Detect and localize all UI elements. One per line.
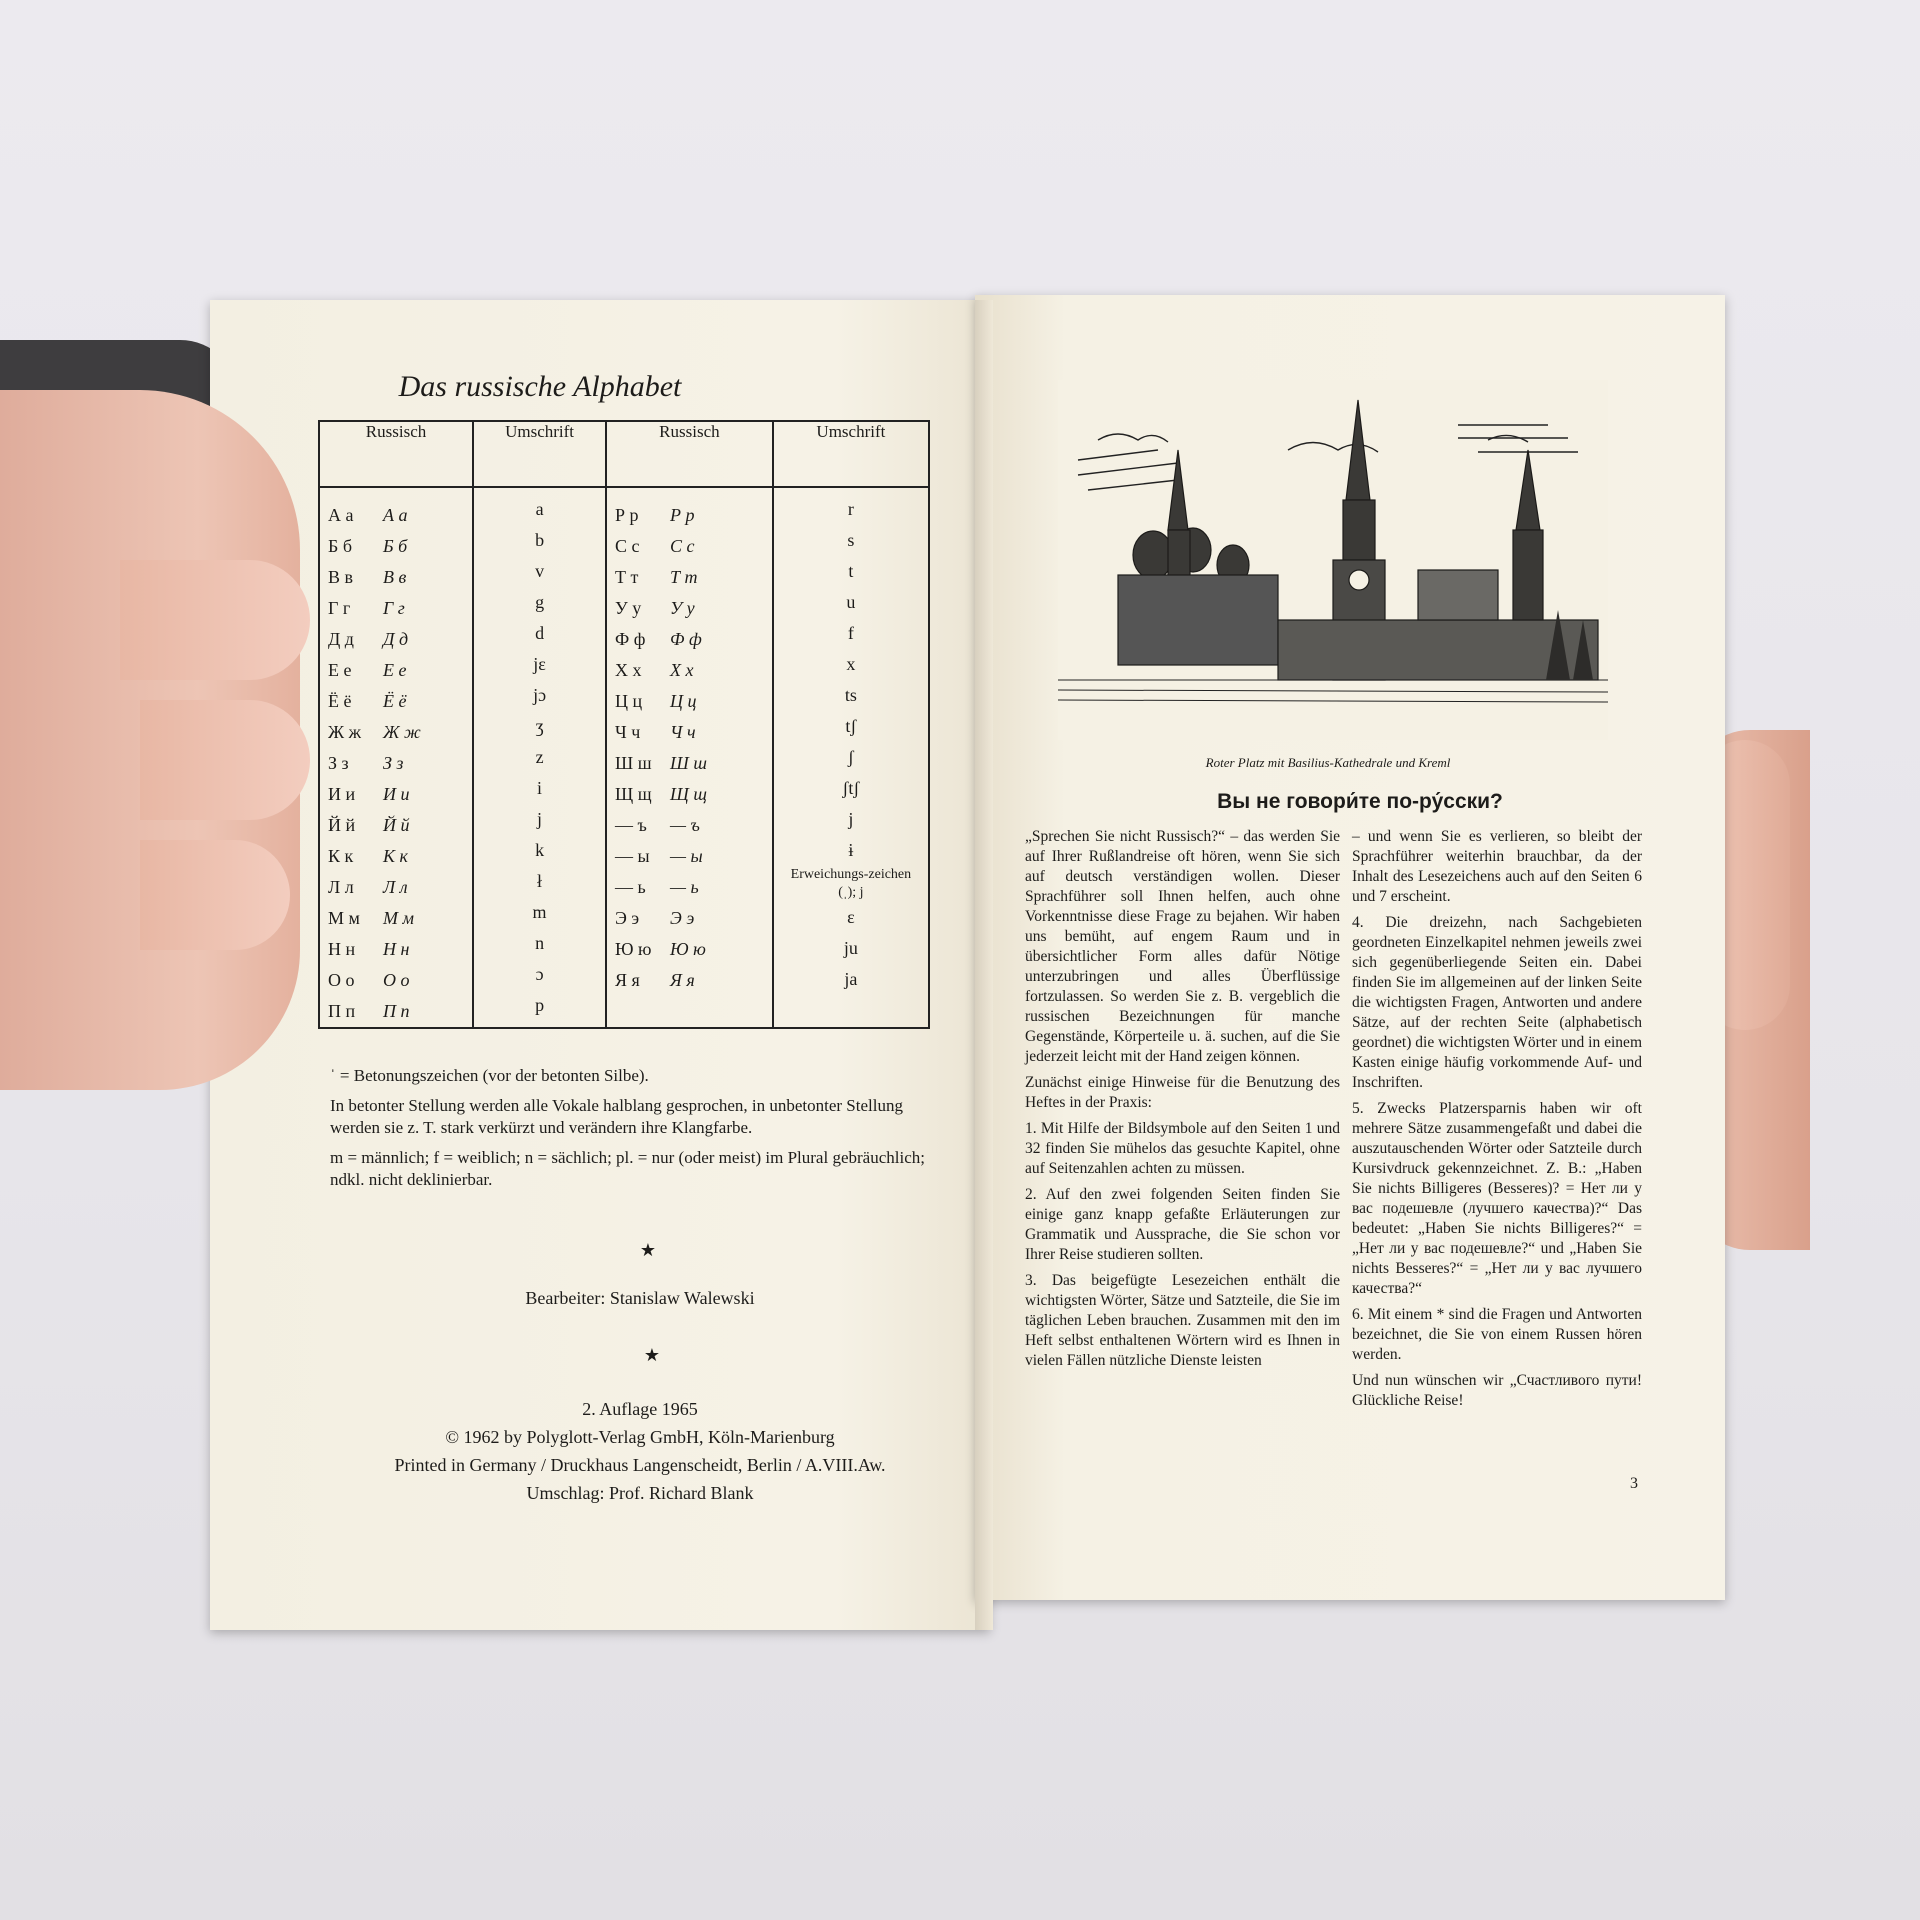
letter-upright: И и bbox=[328, 784, 356, 804]
letter-italic: В в bbox=[383, 567, 407, 587]
letter-upright: В в bbox=[328, 567, 354, 587]
transliteration: s bbox=[847, 530, 855, 550]
letter-upright: Ф ф bbox=[615, 629, 646, 649]
right-translit-column bbox=[773, 487, 929, 1028]
alphabet-letter bbox=[615, 903, 764, 934]
letter-upright: Щ щ bbox=[615, 784, 652, 804]
letter-upright: А а bbox=[328, 505, 354, 525]
left-russian-column bbox=[319, 487, 473, 1028]
editor-credit: Bearbeiter: Stanislaw Walewski bbox=[525, 1288, 755, 1308]
alphabet-title: Das russische Alphabet bbox=[398, 370, 682, 403]
letter-upright: Э э bbox=[615, 908, 640, 928]
letter-italic: Т т bbox=[670, 567, 698, 587]
letter-upright: Х х bbox=[615, 660, 642, 680]
text-column-right bbox=[1352, 827, 1642, 1417]
alphabet-letter bbox=[328, 531, 464, 562]
paragraph: Zunächst einige Hinweise für die Benutzung des Heftes in der Praxis: bbox=[1025, 1074, 1340, 1111]
cover-line: Umschlag: Prof. Richard Blank bbox=[526, 1483, 754, 1503]
alphabet-letter bbox=[615, 624, 764, 655]
text-column-left bbox=[1025, 827, 1340, 1377]
transliteration: k bbox=[535, 840, 545, 860]
transliteration: p bbox=[535, 995, 545, 1015]
transliteration: ʃtʃ bbox=[842, 778, 860, 798]
letter-italic: И и bbox=[383, 784, 410, 804]
header-umschrift-2: Umschrift bbox=[773, 421, 929, 487]
alphabet-letter bbox=[328, 624, 464, 655]
letter-upright: — ъ bbox=[615, 815, 647, 835]
transliteration: a bbox=[535, 499, 544, 519]
transliteration: tʃ bbox=[845, 716, 857, 736]
finger bbox=[140, 700, 310, 820]
transliteration: i bbox=[537, 778, 543, 798]
header-umschrift-1: Umschrift bbox=[473, 421, 606, 487]
alphabet-letter bbox=[615, 686, 764, 717]
letter-italic: Ш ш bbox=[670, 753, 707, 773]
transliteration: n bbox=[535, 933, 545, 953]
letter-upright: П п bbox=[328, 1001, 356, 1021]
alphabet-letter bbox=[328, 655, 464, 686]
alphabet-letter bbox=[615, 810, 764, 841]
finger bbox=[140, 840, 290, 950]
alphabet-letter bbox=[615, 500, 764, 531]
letter-upright: У у bbox=[615, 598, 642, 618]
letter-italic: Г г bbox=[383, 598, 405, 618]
letter-italic: Ю ю bbox=[670, 939, 706, 959]
transliteration: x bbox=[846, 654, 856, 674]
alphabet-letter bbox=[328, 686, 464, 717]
transliteration: ju bbox=[843, 938, 858, 958]
letter-italic: — ъ bbox=[670, 815, 700, 835]
header-russisch-1: Russisch bbox=[319, 421, 473, 487]
letter-upright: Н н bbox=[328, 939, 356, 959]
red-square-illustration bbox=[1058, 380, 1608, 740]
transliteration: b bbox=[535, 530, 545, 550]
letter-italic: Э э bbox=[670, 908, 695, 928]
letter-italic: П п bbox=[383, 1001, 410, 1021]
transliteration: t bbox=[848, 561, 854, 581]
letter-upright: Ж ж bbox=[328, 722, 362, 742]
letter-italic: С с bbox=[670, 536, 695, 556]
letter-italic: К к bbox=[383, 846, 408, 866]
alphabet-letter bbox=[328, 593, 464, 624]
alphabet-letter bbox=[328, 965, 464, 996]
alphabet-letter bbox=[615, 593, 764, 624]
letter-upright: Б б bbox=[328, 536, 352, 556]
letter-upright: Е е bbox=[328, 660, 352, 680]
paragraph: 5. Zwecks Platzersparnis haben wir oft mehrere Sätze zusammengefaßt und dabei die auszutauschenden Wörter oder Satzteile durch Kursivdruck gekennzeichnet. Z. B.: „Haben Sie nichts Billigeres (Besseres)? = Нет ли у вас подешевле (лучшего качества)?“ Das bedeutet: „Haben Sie nichts Billigeres?“ = „Нет ли у вас подешевле?“ und „Haben Sie nichts Besseres?“ = „Нет ли у вас лучшего качества?“ bbox=[1352, 1100, 1642, 1297]
publication-info bbox=[340, 1395, 940, 1507]
alphabet-letter bbox=[615, 779, 764, 810]
paragraph: 1. Mit Hilfe der Bildsymbole auf den Seiten 1 und 32 finden Sie mühelos das gesuchte Kapitel, ohne auf Seitenzahlen achten zu müssen. bbox=[1025, 1120, 1340, 1177]
letter-upright: Ч ч bbox=[615, 722, 641, 742]
letter-italic: О о bbox=[383, 970, 410, 990]
alphabet-letter bbox=[615, 531, 764, 562]
letter-upright: Д д bbox=[328, 629, 354, 649]
letter-italic: Р р bbox=[670, 505, 695, 525]
letter-italic: Е е bbox=[383, 660, 407, 680]
book-gutter bbox=[975, 300, 993, 1630]
edition-line: 2. Auflage 1965 bbox=[582, 1399, 698, 1419]
transliteration: m bbox=[532, 902, 547, 922]
right-russian-column bbox=[606, 487, 773, 1028]
alphabet-table bbox=[318, 420, 930, 1029]
transliteration: j bbox=[537, 809, 543, 829]
letter-italic: Ё ё bbox=[383, 691, 407, 711]
letter-upright: Ё ё bbox=[328, 691, 352, 711]
letter-italic: Л л bbox=[383, 877, 408, 897]
letter-upright: Ц ц bbox=[615, 691, 643, 711]
transliteration: f bbox=[847, 623, 854, 643]
letter-italic: З з bbox=[383, 753, 404, 773]
alphabet-letter bbox=[615, 655, 764, 686]
transliteration: Erweichungs-zeichen (ˌ); j bbox=[790, 867, 912, 900]
transliteration: jɛ bbox=[533, 654, 546, 674]
transliteration: ja bbox=[844, 969, 858, 989]
transliteration: ʃ bbox=[847, 747, 854, 767]
letter-upright: С с bbox=[615, 536, 640, 556]
transliteration: z bbox=[535, 747, 544, 767]
note-vowels: In betonter Stellung werden alle Vokale halblang gesprochen, in unbetonter Stellung werden sie z. T. stark verkürzt und verändern ihre Klangfarbe. bbox=[330, 1096, 903, 1137]
letter-upright: Я я bbox=[615, 970, 640, 990]
letter-italic: А а bbox=[383, 505, 408, 525]
transliteration: jɔ bbox=[533, 685, 547, 705]
printed-line: Printed in Germany / Druckhaus Langenscheidt, Berlin / A.VIII.Aw. bbox=[394, 1455, 886, 1475]
letter-italic: У у bbox=[670, 598, 695, 618]
letter-upright: Ш ш bbox=[615, 753, 652, 773]
transliteration: j bbox=[848, 809, 854, 829]
transliteration: u bbox=[846, 592, 856, 612]
alphabet-letter bbox=[615, 965, 764, 996]
letter-upright: Г г bbox=[328, 598, 351, 618]
letter-italic: Я я bbox=[670, 970, 695, 990]
paragraph: 3. Das beigefügte Lesezeichen enthält die wichtigsten Wörter, Sätze und Satzteile, die Sie im täglichen Leben brauchen. Zusammen mit den im Heft selbst enthaltenen Wörtern wird es Ihnen in vielen Fällen nützliche Dienste leisten bbox=[1025, 1272, 1340, 1369]
paragraph: 4. Die dreizehn, nach Sachgebieten geordneten Einzelkapitel nehmen jeweils zwei sich gegenüberliegende Seiten ein. Dabei finden Sie im allgemeinen auf der linken Seite die wichtigsten Fragen, Antworten und andere Sätze, auf der rechten Seite (alphabetisch geordnet) die wichtigsten Wörter und in einem Kasten einige häufig vorkommende Auf- und Inschriften. bbox=[1352, 914, 1642, 1091]
alphabet-letter bbox=[328, 717, 464, 748]
letter-italic: Ж ж bbox=[383, 722, 421, 742]
alphabet-letter bbox=[328, 500, 464, 531]
transliteration: d bbox=[535, 623, 545, 643]
alphabet-letter bbox=[328, 996, 464, 1027]
copyright-line: © 1962 by Polyglott-Verlag GmbH, Köln-Marienburg bbox=[445, 1427, 835, 1447]
alphabet-letter bbox=[328, 903, 464, 934]
star-ornament: ★ bbox=[639, 1240, 657, 1260]
section-heading: Вы не говори́те по-ру́сски? bbox=[1217, 790, 1503, 813]
transliteration: r bbox=[847, 499, 854, 519]
letter-upright: З з bbox=[328, 753, 349, 773]
finger bbox=[120, 560, 310, 680]
note-abbreviations: m = männlich; f = weiblich; n = sächlich; pl. = nur (oder meist) im Plural gebräuchlich; ndkl. nicht deklinierbar. bbox=[330, 1148, 925, 1189]
letter-italic: Щ щ bbox=[670, 784, 707, 804]
note-stress: ˈ = Betonungszeichen (vor der betonten Silbe). bbox=[330, 1066, 649, 1085]
header-russisch-2: Russisch bbox=[606, 421, 773, 487]
paragraph: „Sprechen Sie nicht Russisch?“ – das werden Sie auf Ihrer Rußlandreise oft hören, wenn Sie sich auf deutsch verständigen wollen. Dieser Sprachführer soll Ihnen helfen, auch ohne Vorkenntnisse diese Frage zu bejahen. Wir haben uns bemüht, auf engem Raum und in übersichtlicher Form alles dafür Nötige unterzubringen und alles Überflüssige fortzulassen. So werden Sie z. B. vergeblich die russischen Bezeichnungen für manche Gegenstände, Körperteile u. ä. suchen, auf die Sie jederzeit leicht mit der Hand zeigen können. bbox=[1025, 828, 1340, 1065]
letter-italic: Ф ф bbox=[670, 629, 702, 649]
letter-italic: Д д bbox=[383, 629, 409, 649]
transliteration: ɛ bbox=[847, 907, 855, 927]
letter-upright: М м bbox=[328, 908, 360, 928]
alphabet-letter bbox=[328, 779, 464, 810]
transliteration: g bbox=[535, 592, 545, 612]
paragraph: 2. Auf den zwei folgenden Seiten finden Sie einige ganz knapp gefaßte Erläuterungen zur Grammatik und Aussprache, die Sie schon vor Ihrer Reise studieren sollten. bbox=[1025, 1186, 1340, 1263]
alphabet-letter bbox=[328, 748, 464, 779]
alphabet-letter bbox=[615, 717, 764, 748]
letter-italic: — ь bbox=[670, 877, 699, 897]
alphabet-letter bbox=[615, 934, 764, 965]
alphabet-letter bbox=[615, 748, 764, 779]
transliteration: ts bbox=[844, 685, 857, 705]
transliteration: v bbox=[535, 561, 545, 581]
letter-italic: — ы bbox=[670, 846, 703, 866]
alphabet-letter bbox=[615, 562, 764, 593]
letter-upright: Т т bbox=[615, 567, 639, 587]
paragraph: Und nun wünschen wir „Счастливого пути! Glückliche Reise! bbox=[1352, 1372, 1642, 1409]
alphabet-letter bbox=[328, 810, 464, 841]
letter-upright: Л л bbox=[328, 877, 354, 897]
star-ornament: ★ bbox=[643, 1345, 661, 1365]
paragraph: 6. Mit einem * sind die Fragen und Antworten bezeichnet, die Sie von einem Russen hören werden. bbox=[1352, 1306, 1642, 1363]
alphabet-letter bbox=[615, 841, 764, 872]
letter-upright: — ы bbox=[615, 846, 650, 866]
alphabet-notes bbox=[330, 1065, 940, 1199]
letter-italic: Й й bbox=[383, 815, 410, 835]
letter-italic: Ч ч bbox=[670, 722, 696, 742]
transliteration: ɨ bbox=[848, 840, 854, 860]
letter-italic: Н н bbox=[383, 939, 410, 959]
page-number: 3 bbox=[1630, 1475, 1638, 1492]
alphabet-letter bbox=[328, 872, 464, 903]
letter-upright: Й й bbox=[328, 815, 356, 835]
transliteration: ʒ bbox=[535, 716, 544, 736]
letter-upright: Ю ю bbox=[615, 939, 652, 959]
letter-upright: О о bbox=[328, 970, 355, 990]
alphabet-letter bbox=[615, 872, 764, 903]
letter-upright: Р р bbox=[615, 505, 639, 525]
transliteration: ɔ bbox=[535, 964, 544, 984]
illustration-caption: Roter Platz mit Basilius-Kathedrale und Kreml bbox=[1205, 755, 1451, 770]
letter-upright: — ь bbox=[615, 877, 646, 897]
letter-italic: Ц ц bbox=[670, 691, 697, 711]
alphabet-letter bbox=[328, 841, 464, 872]
paragraph: – und wenn Sie es verlieren, so bleibt der Sprachführer weiterhin brauchbar, da der Inhalt des Lesezeichens auch auf den Seiten 6 und 7 erscheint. bbox=[1352, 828, 1642, 905]
left-translit-column bbox=[473, 487, 606, 1028]
letter-italic: М м bbox=[383, 908, 414, 928]
transliteration: ł bbox=[537, 871, 543, 891]
alphabet-letter bbox=[328, 562, 464, 593]
letter-italic: Б б bbox=[383, 536, 408, 556]
alphabet-letter bbox=[328, 934, 464, 965]
letter-upright: К к bbox=[328, 846, 354, 866]
letter-italic: Х х bbox=[670, 660, 694, 680]
